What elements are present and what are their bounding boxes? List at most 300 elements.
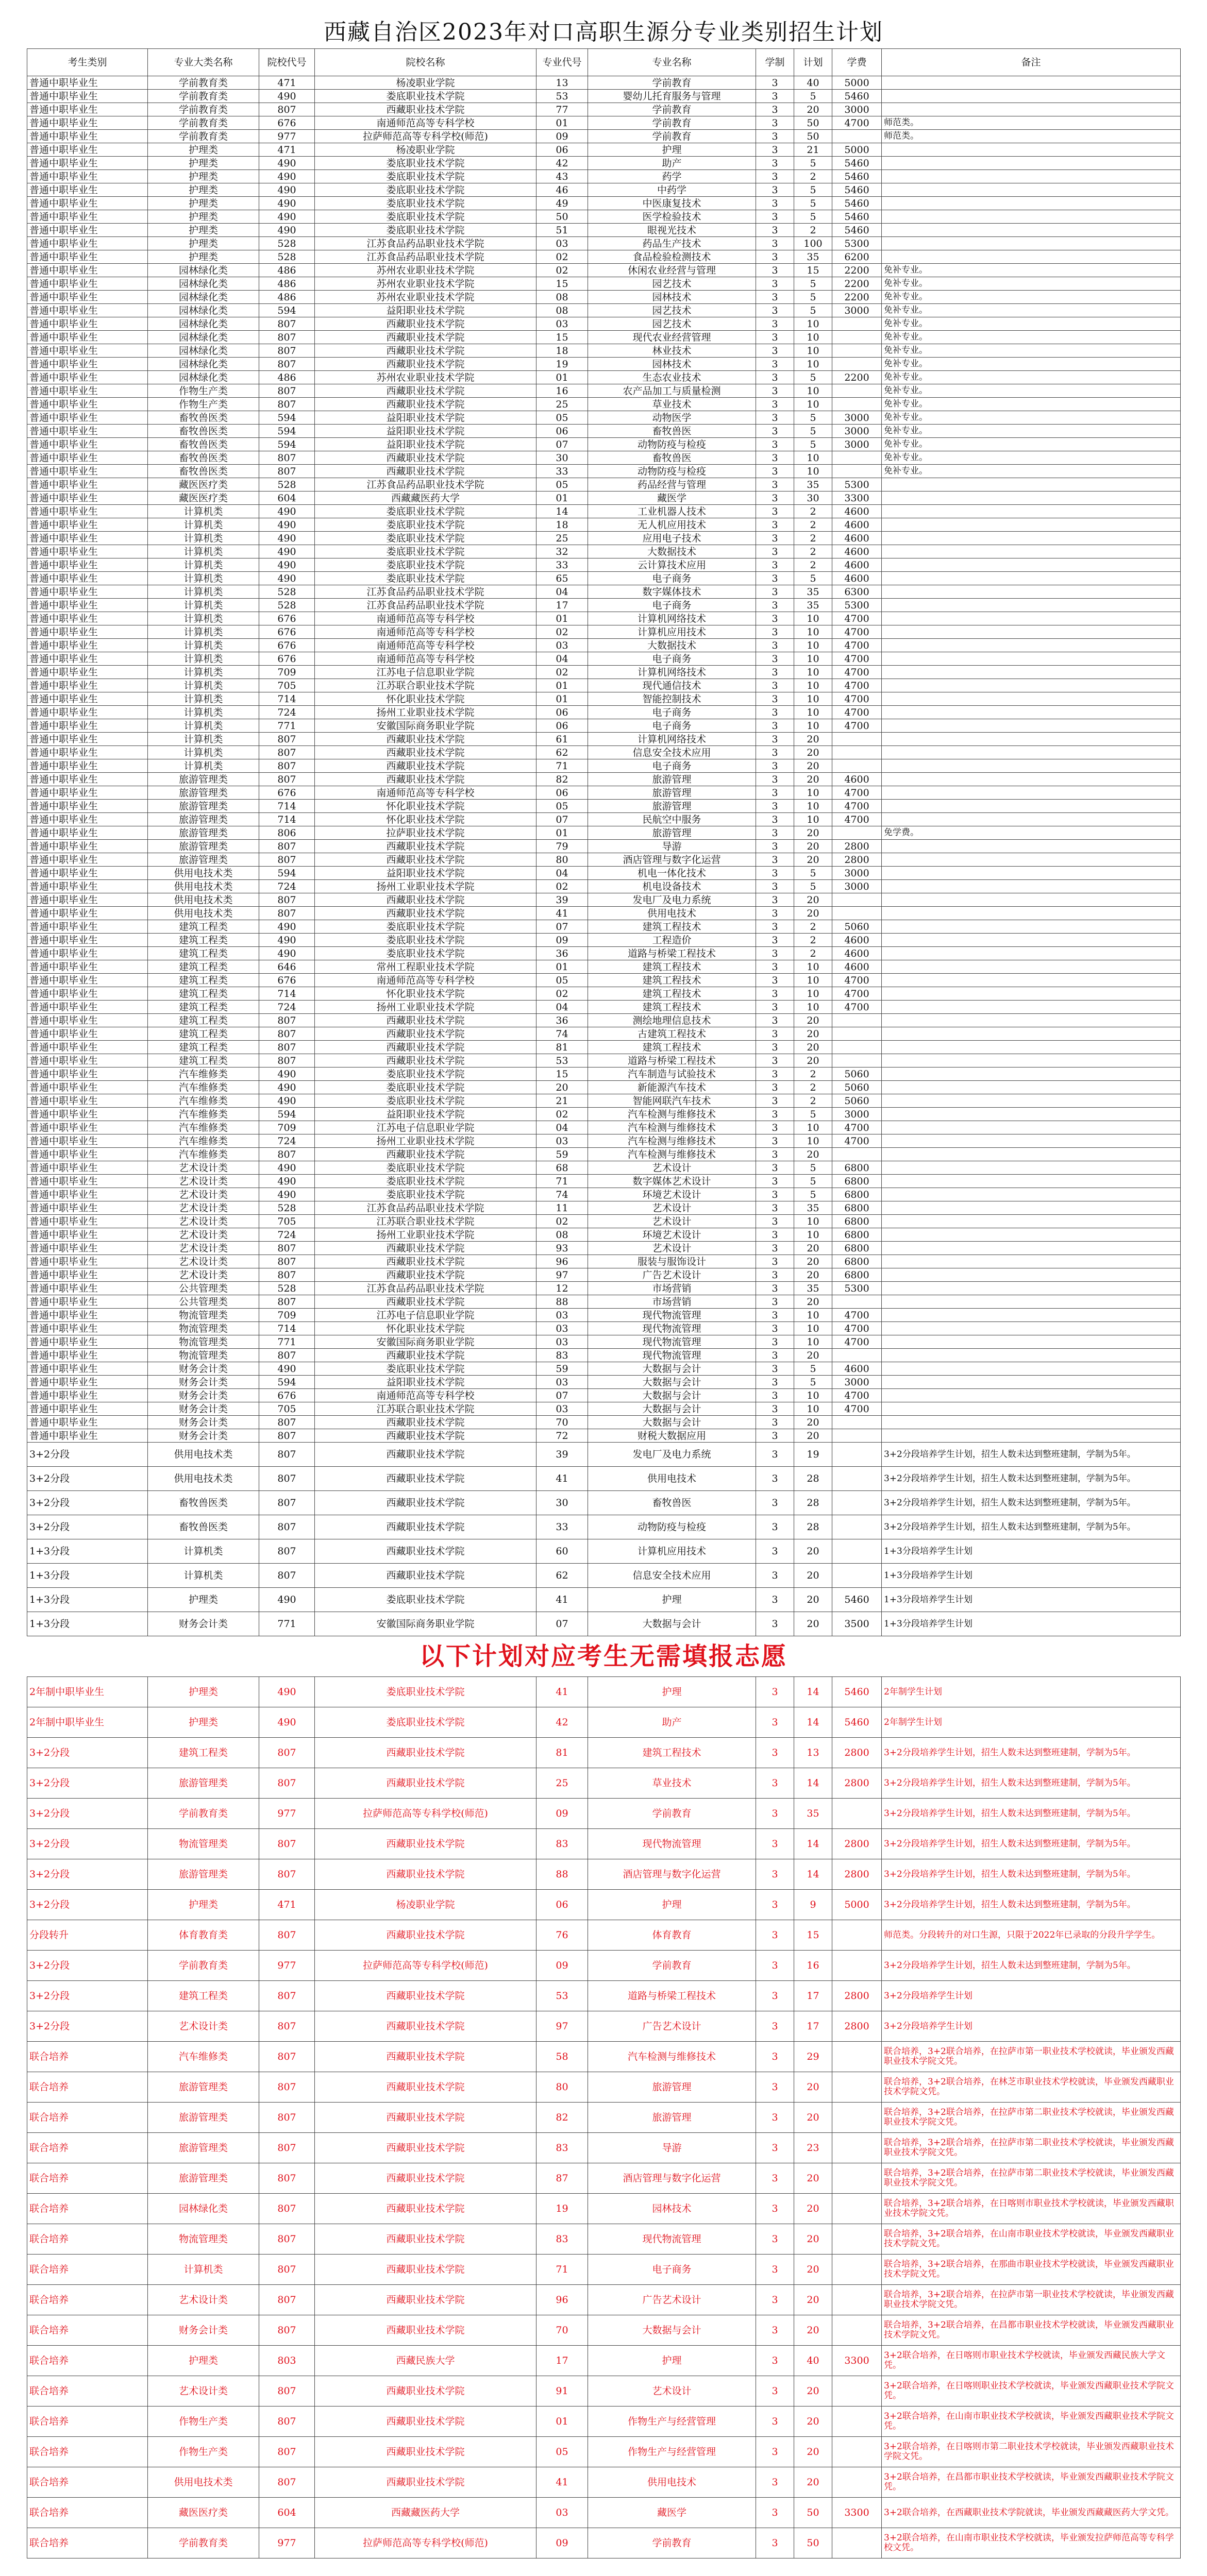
table-cell: 扬州工业职业技术学院 xyxy=(315,1134,537,1148)
table-cell: 建筑工程类 xyxy=(148,1014,259,1027)
table-cell: 怀化职业技术学院 xyxy=(315,813,537,826)
table-cell xyxy=(832,398,882,411)
table-cell: 23 xyxy=(794,2133,832,2163)
table-cell: 计算机类 xyxy=(148,612,259,625)
table-cell: 714 xyxy=(259,692,315,706)
table-cell: 50 xyxy=(794,116,832,130)
table-cell: 14 xyxy=(794,1829,832,1859)
table-cell: 2年制学生计划 xyxy=(882,1707,1181,1738)
table-cell: 5300 xyxy=(832,478,882,492)
table-cell: 江苏食品药品职业技术学院 xyxy=(315,478,537,492)
table-cell: 普通中职毕业生 xyxy=(27,572,148,585)
table-cell: 10 xyxy=(794,679,832,692)
table-row xyxy=(27,2103,1181,2133)
table-cell: 市场营销 xyxy=(588,1295,756,1309)
table-cell: 西藏职业技术学院 xyxy=(315,759,537,773)
table-cell: 807 xyxy=(259,1416,315,1429)
table-cell: 676 xyxy=(259,652,315,666)
table-cell: 3+2分段培养学生计划，招生人数未达到整班建制，学制为5年。 xyxy=(882,1951,1181,1981)
table-cell: 09 xyxy=(537,1951,588,1981)
table-cell: 36 xyxy=(537,1014,588,1027)
table-cell: 旅游管理类 xyxy=(148,826,259,840)
table-cell: 3 xyxy=(756,947,794,960)
table-cell: 扬州工业职业技术学院 xyxy=(315,880,537,893)
table-cell: 联合培养 xyxy=(27,2528,148,2558)
table-cell xyxy=(882,773,1181,786)
table-cell: 88 xyxy=(537,1859,588,1890)
table-cell: 807 xyxy=(259,1014,315,1027)
table-cell: 计算机类 xyxy=(148,759,259,773)
table-cell: 普通中职毕业生 xyxy=(27,867,148,880)
table-cell xyxy=(832,2437,882,2467)
table-cell: 490 xyxy=(259,210,315,224)
table-cell: 3+2分段 xyxy=(27,1799,148,1829)
table-cell xyxy=(832,1467,882,1491)
table-cell: 南通师范高等专科学校 xyxy=(315,1389,537,1402)
table-cell: 3+2分段培养学生计划，招生人数未达到整班建制，学制为5年。 xyxy=(882,1467,1181,1491)
table-cell: 5460 xyxy=(832,210,882,224)
table-cell: 西藏职业技术学院 xyxy=(315,2072,537,2103)
table-row xyxy=(27,2072,1181,2103)
table-cell: 807 xyxy=(259,1768,315,1799)
table-cell: 486 xyxy=(259,277,315,291)
table-cell: 3 xyxy=(756,2406,794,2437)
table-cell: 41 xyxy=(537,907,588,920)
table-cell: 20 xyxy=(794,840,832,853)
table-cell xyxy=(832,1349,882,1362)
table-cell: 3+2联合培养，在日喀则市职业技术学校就读，毕业颁发西藏民族大学文凭。 xyxy=(882,2346,1181,2376)
table-cell: 3 xyxy=(756,733,794,746)
table-cell: 2年制学生计划 xyxy=(882,1677,1181,1707)
table-cell: 29 xyxy=(794,2042,832,2072)
table-cell: 10 xyxy=(794,800,832,813)
table-cell: 471 xyxy=(259,1890,315,1920)
table-cell: 联合培养 xyxy=(27,2072,148,2103)
table-cell: 2 xyxy=(794,505,832,518)
table-cell: 10 xyxy=(794,1389,832,1402)
table-cell: 528 xyxy=(259,599,315,612)
table-cell: 普通中职毕业生 xyxy=(27,907,148,920)
table-cell: 发电厂及电力系统 xyxy=(588,1443,756,1467)
table-cell: 5060 xyxy=(832,1094,882,1108)
table-cell: 联合培养 xyxy=(27,2376,148,2406)
table-row xyxy=(27,237,1181,250)
table-cell: 08 xyxy=(537,1228,588,1242)
table-cell: 20 xyxy=(794,1242,832,1255)
table-row xyxy=(27,759,1181,773)
table-cell: 普通中职毕业生 xyxy=(27,1376,148,1389)
table-cell: 16 xyxy=(794,1951,832,1981)
table-cell: 3 xyxy=(756,987,794,1001)
table-cell: 5000 xyxy=(832,76,882,90)
table-cell: 普通中职毕业生 xyxy=(27,706,148,719)
table-cell: 4700 xyxy=(832,1322,882,1335)
table-cell: 娄底职业技术学院 xyxy=(315,197,537,210)
table-cell xyxy=(882,746,1181,759)
table-cell: 528 xyxy=(259,585,315,599)
table-cell: 486 xyxy=(259,264,315,277)
table-cell: 普通中职毕业生 xyxy=(27,1148,148,1161)
table-cell: 490 xyxy=(259,1588,315,1612)
table-cell: 物流管理类 xyxy=(148,1322,259,1335)
table-cell: 80 xyxy=(537,853,588,867)
table-cell: 01 xyxy=(537,371,588,384)
table-cell: 护理类 xyxy=(148,224,259,237)
table-cell: 学前教育 xyxy=(588,1799,756,1829)
table-cell: 普通中职毕业生 xyxy=(27,826,148,840)
table-row xyxy=(27,639,1181,652)
table-cell: 4600 xyxy=(832,572,882,585)
table-cell: 3+2分段培养学生计划，招生人数未达到整班建制，学制为5年。 xyxy=(882,1859,1181,1890)
table-cell: 4700 xyxy=(832,652,882,666)
table-cell: 2800 xyxy=(832,840,882,853)
table-cell: 园林绿化类 xyxy=(148,358,259,371)
table-cell: 园艺技术 xyxy=(588,304,756,317)
table-cell: 39 xyxy=(537,1443,588,1467)
table-cell: 江苏食品药品职业技术学院 xyxy=(315,250,537,264)
table-cell: 83 xyxy=(537,1829,588,1859)
table-row xyxy=(27,1859,1181,1890)
table-cell: 财务会计类 xyxy=(148,1429,259,1443)
table-cell: 807 xyxy=(259,1539,315,1564)
table-cell: 广告艺术设计 xyxy=(588,1268,756,1282)
table-cell: 旅游管理类 xyxy=(148,773,259,786)
table-cell: 西藏职业技术学院 xyxy=(315,1429,537,1443)
table-cell: 旅游管理类 xyxy=(148,853,259,867)
table-cell: 助产 xyxy=(588,157,756,170)
no-application-table xyxy=(27,1676,1181,2558)
table-cell: 714 xyxy=(259,813,315,826)
table-cell: 普通中职毕业生 xyxy=(27,759,148,773)
table-cell xyxy=(882,1322,1181,1335)
table-cell: 01 xyxy=(537,116,588,130)
table-cell: 21 xyxy=(794,143,832,157)
table-cell: 西藏职业技术学院 xyxy=(315,2376,537,2406)
table-cell: 畜牧兽医 xyxy=(588,451,756,465)
table-cell: 酒店管理与数字化运营 xyxy=(588,1859,756,1890)
table-cell: 艺术设计类 xyxy=(148,1268,259,1282)
table-cell xyxy=(832,2285,882,2315)
table-cell: 普通中职毕业生 xyxy=(27,170,148,183)
table-cell: 益阳职业技术学院 xyxy=(315,425,537,438)
table-cell: 普通中职毕业生 xyxy=(27,478,148,492)
table-row xyxy=(27,1677,1181,1707)
table-cell: 联合培养，3+2联合培养，在拉萨市第一职业技术学校就读，毕业颁发西藏职业技术学院文凭。 xyxy=(882,2042,1181,2072)
table-cell: 3 xyxy=(756,183,794,197)
table-cell xyxy=(882,1389,1181,1402)
table-cell: 作物生产类 xyxy=(148,398,259,411)
table-cell xyxy=(882,759,1181,773)
table-cell: 5300 xyxy=(832,1282,882,1295)
table-cell xyxy=(882,572,1181,585)
table-cell xyxy=(832,2163,882,2194)
table-cell: 西藏职业技术学院 xyxy=(315,331,537,344)
table-cell: 娄底职业技术学院 xyxy=(315,210,537,224)
table-cell: 普通中职毕业生 xyxy=(27,1362,148,1376)
table-cell: 娄底职业技术学院 xyxy=(315,1094,537,1108)
table-cell: 3 xyxy=(756,1295,794,1309)
table-cell xyxy=(882,639,1181,652)
table-cell: 490 xyxy=(259,545,315,558)
table-cell: 学前教育 xyxy=(588,130,756,143)
table-cell: 建筑工程技术 xyxy=(588,920,756,934)
table-cell xyxy=(882,1188,1181,1201)
table-cell: 大数据与会计 xyxy=(588,1376,756,1389)
col-header: 计划 xyxy=(794,49,832,76)
table-cell: 旅游管理 xyxy=(588,2072,756,2103)
table-cell: 3 xyxy=(756,666,794,679)
table-cell: 30 xyxy=(537,1491,588,1515)
table-cell: 道路与桥梁工程技术 xyxy=(588,947,756,960)
table-cell: 西藏职业技术学院 xyxy=(315,2133,537,2163)
table-cell: 5 xyxy=(794,572,832,585)
table-cell: 财务会计类 xyxy=(148,1416,259,1429)
table-cell: 无人机应用技术 xyxy=(588,518,756,532)
table-cell: 西藏职业技术学院 xyxy=(315,840,537,853)
table-cell: 3 xyxy=(756,692,794,706)
table-cell: 771 xyxy=(259,719,315,733)
table-cell: 普通中职毕业生 xyxy=(27,183,148,197)
table-cell: 普通中职毕业生 xyxy=(27,358,148,371)
table-cell: 西藏职业技术学院 xyxy=(315,1738,537,1768)
table-row xyxy=(27,90,1181,103)
table-cell: 护理 xyxy=(588,143,756,157)
table-cell: 01 xyxy=(537,679,588,692)
table-cell: 苏州农业职业技术学院 xyxy=(315,264,537,277)
table-cell: 普通中职毕业生 xyxy=(27,331,148,344)
table-cell: 计算机类 xyxy=(148,599,259,612)
table-cell: 安徽国际商务职业学院 xyxy=(315,1335,537,1349)
table-cell: 护理类 xyxy=(148,2346,259,2376)
table-cell: 76 xyxy=(537,1920,588,1951)
table-cell: 园林绿化类 xyxy=(148,344,259,358)
table-cell: 3 xyxy=(756,438,794,451)
table-cell: 普通中职毕业生 xyxy=(27,625,148,639)
table-cell: 供用电技术类 xyxy=(148,907,259,920)
table-cell: 10 xyxy=(794,706,832,719)
table-cell: 35 xyxy=(794,478,832,492)
table-row xyxy=(27,1295,1181,1309)
table-cell: 江苏食品药品职业技术学院 xyxy=(315,1282,537,1295)
table-cell: 娄底职业技术学院 xyxy=(315,224,537,237)
table-cell: 拉萨师范高等专科学校(师范) xyxy=(315,1799,537,1829)
table-row xyxy=(27,800,1181,813)
table-cell: 3+2分段培养学生计划，招生人数未达到整班建制，学制为5年。 xyxy=(882,1890,1181,1920)
table-cell xyxy=(832,317,882,331)
table-cell: 联合培养 xyxy=(27,2437,148,2467)
table-cell: 西藏职业技术学院 xyxy=(315,398,537,411)
table-cell: 现代物流管理 xyxy=(588,1309,756,1322)
table-cell: 服装与服饰设计 xyxy=(588,1255,756,1268)
table-cell: 08 xyxy=(537,291,588,304)
table-cell: 4700 xyxy=(832,719,882,733)
table-cell: 807 xyxy=(259,2072,315,2103)
table-cell: 807 xyxy=(259,2194,315,2224)
table-cell: 10 xyxy=(794,625,832,639)
table-cell: 3 xyxy=(756,76,794,90)
table-cell: 60 xyxy=(537,1539,588,1564)
table-cell: 联合培养，3+2联合培养，在昌都市职业技术学校就读，毕业颁发西藏职业技术学院文凭。 xyxy=(882,2315,1181,2346)
table-cell: 学前教育类 xyxy=(148,130,259,143)
table-cell: 807 xyxy=(259,1148,315,1161)
table-cell: 普通中职毕业生 xyxy=(27,1215,148,1228)
table-cell: 3 xyxy=(756,2163,794,2194)
table-cell: 1+3分段培养学生计划 xyxy=(882,1539,1181,1564)
table-row xyxy=(27,1920,1181,1951)
table-cell: 市场营销 xyxy=(588,1282,756,1295)
table-cell: 艺术设计类 xyxy=(148,1188,259,1201)
table-cell: 计算机应用技术 xyxy=(588,1539,756,1564)
table-cell: 3 xyxy=(756,130,794,143)
table-cell xyxy=(832,1920,882,1951)
table-cell: 4600 xyxy=(832,518,882,532)
table-cell xyxy=(882,1054,1181,1067)
table-cell: 594 xyxy=(259,1376,315,1389)
table-cell: 财务会计类 xyxy=(148,1612,259,1636)
table-cell: 艺术设计类 xyxy=(148,1242,259,1255)
table-row xyxy=(27,2163,1181,2194)
table-cell: 05 xyxy=(537,411,588,425)
table-cell: 信息安全技术应用 xyxy=(588,1564,756,1588)
table-cell: 33 xyxy=(537,558,588,572)
table-cell: 计算机类 xyxy=(148,532,259,545)
table-cell: 建筑工程类 xyxy=(148,987,259,1001)
table-cell: 3 xyxy=(756,2437,794,2467)
table-cell: 娄底职业技术学院 xyxy=(315,1081,537,1094)
table-cell: 计算机类 xyxy=(148,1564,259,1588)
table-row xyxy=(27,532,1181,545)
table-cell: 艺术设计类 xyxy=(148,2376,259,2406)
col-header: 院校代号 xyxy=(259,49,315,76)
table-cell: 53 xyxy=(537,1054,588,1067)
table-cell: 计算机类 xyxy=(148,505,259,518)
table-cell: 09 xyxy=(537,2528,588,2558)
table-cell: 智能网联汽车技术 xyxy=(588,1094,756,1108)
table-cell: 5 xyxy=(794,867,832,880)
table-cell: 建筑工程类 xyxy=(148,934,259,947)
table-cell: 2800 xyxy=(832,1981,882,2011)
table-cell: 41 xyxy=(537,1588,588,1612)
table-cell: 计算机网络技术 xyxy=(588,666,756,679)
table-cell: 西藏职业技术学院 xyxy=(315,1539,537,1564)
table-cell: 10 xyxy=(794,1322,832,1335)
table-cell: 古建筑工程技术 xyxy=(588,1027,756,1041)
table-cell: 02 xyxy=(537,250,588,264)
table-cell: 3000 xyxy=(832,103,882,116)
table-cell: 旅游管理 xyxy=(588,786,756,800)
table-cell: 联合培养，3+2联合培养，在拉萨市第一职业技术学校就读，毕业颁发西藏职业技术学院文凭。 xyxy=(882,2285,1181,2315)
table-cell: 3 xyxy=(756,1890,794,1920)
table-cell: 娄底职业技术学院 xyxy=(315,157,537,170)
table-cell: 17 xyxy=(537,2346,588,2376)
table-cell: 3000 xyxy=(832,425,882,438)
table-cell: 体育教育类 xyxy=(148,1920,259,1951)
table-cell: 714 xyxy=(259,987,315,1001)
table-cell: 普通中职毕业生 xyxy=(27,1108,148,1121)
table-cell: 490 xyxy=(259,1362,315,1376)
table-cell: 20 xyxy=(794,1054,832,1067)
table-row xyxy=(27,572,1181,585)
table-cell: 普通中职毕业生 xyxy=(27,90,148,103)
table-cell xyxy=(882,719,1181,733)
table-cell: 3 xyxy=(756,639,794,652)
table-cell xyxy=(882,1376,1181,1389)
table-cell: 03 xyxy=(537,317,588,331)
table-cell: 护理类 xyxy=(148,237,259,250)
table-cell: 3 xyxy=(756,960,794,974)
table-cell: 普通中职毕业生 xyxy=(27,197,148,210)
table-cell: 05 xyxy=(537,974,588,987)
table-cell: 3 xyxy=(756,317,794,331)
table-cell xyxy=(882,492,1181,505)
table-cell: 676 xyxy=(259,974,315,987)
table-cell: 普通中职毕业生 xyxy=(27,612,148,625)
table-cell: 联合培养 xyxy=(27,2346,148,2376)
table-row xyxy=(27,773,1181,786)
table-cell: 测绘地理信息技术 xyxy=(588,1014,756,1027)
table-cell: 10 xyxy=(794,786,832,800)
table-cell: 490 xyxy=(259,90,315,103)
table-cell: 594 xyxy=(259,867,315,880)
table-cell: 20 xyxy=(794,103,832,116)
table-cell: 02 xyxy=(537,987,588,1001)
table-cell: 怀化职业技术学院 xyxy=(315,1322,537,1335)
table-cell: 490 xyxy=(259,505,315,518)
table-cell: 导游 xyxy=(588,840,756,853)
table-cell: 护理类 xyxy=(148,1890,259,1920)
table-cell: 4600 xyxy=(832,1362,882,1376)
table-cell: 51 xyxy=(537,224,588,237)
table-cell: 旅游管理类 xyxy=(148,2133,259,2163)
table-cell: 普通中职毕业生 xyxy=(27,1295,148,1309)
table-cell: 4700 xyxy=(832,116,882,130)
table-cell: 供用电技术类 xyxy=(148,880,259,893)
table-cell: 83 xyxy=(537,1349,588,1362)
table-cell: 现代物流管理 xyxy=(588,1349,756,1362)
table-cell: 5000 xyxy=(832,1890,882,1920)
table-cell: 3+2联合培养，在日喀则市第二职业技术学校就读，毕业颁发西藏职业技术学院文凭。 xyxy=(882,2437,1181,2467)
table-cell: 14 xyxy=(794,1707,832,1738)
table-cell: 作物生产与经营管理 xyxy=(588,2406,756,2437)
table-row xyxy=(27,518,1181,532)
table-cell: 娄底职业技术学院 xyxy=(315,1161,537,1175)
table-row xyxy=(27,317,1181,331)
table-row xyxy=(27,76,1181,90)
table-cell: 01 xyxy=(537,692,588,706)
table-cell xyxy=(882,1201,1181,1215)
table-cell: 20 xyxy=(794,759,832,773)
table-cell: 490 xyxy=(259,572,315,585)
table-cell xyxy=(882,867,1181,880)
table-cell: 护理类 xyxy=(148,1707,259,1738)
table-cell: 3 xyxy=(756,304,794,317)
table-cell: 作物生产类 xyxy=(148,2406,259,2437)
table-cell: 园林绿化类 xyxy=(148,317,259,331)
table-row xyxy=(27,224,1181,237)
table-cell: 学前教育 xyxy=(588,116,756,130)
table-cell: 807 xyxy=(259,1349,315,1362)
table-cell: 益阳职业技术学院 xyxy=(315,1376,537,1389)
table-cell: 807 xyxy=(259,1242,315,1255)
table-row xyxy=(27,505,1181,518)
table-cell: 医学检验技术 xyxy=(588,210,756,224)
table-cell: 3 xyxy=(756,1335,794,1349)
table-row xyxy=(27,398,1181,411)
table-row xyxy=(27,197,1181,210)
table-cell: 艺术设计类 xyxy=(148,1228,259,1242)
table-cell: 20 xyxy=(794,2315,832,2346)
table-cell: 旅游管理类 xyxy=(148,1768,259,1799)
